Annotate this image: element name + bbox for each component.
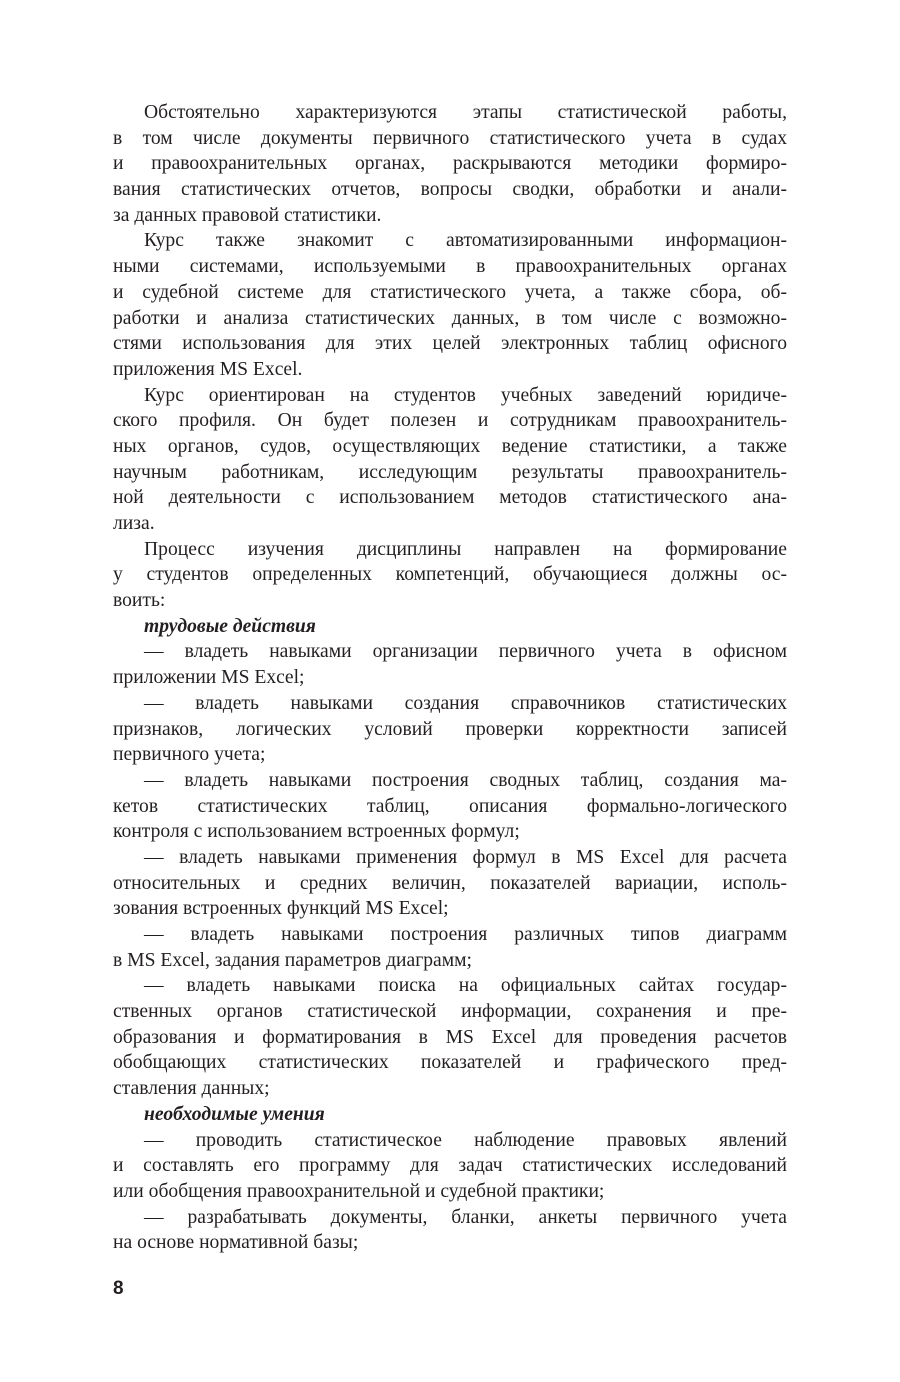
text-line: — владеть навыками применения формул в MS Excel для расчета	[144, 846, 787, 868]
text-line: — проводить статистическое наблюдение правовых явлений	[144, 1129, 787, 1151]
text-line: — владеть навыками построения сводных таблиц, создания ма-	[144, 769, 787, 791]
text-line: Обстоятельно характеризуются этапы статистической работы,	[144, 102, 787, 123]
text-line: и составлять его программу для задач статистических исследований	[113, 1155, 787, 1177]
text-line: обобщающих статистических показателей и графического пред-	[113, 1052, 787, 1074]
text-line: ственных органов статистической информации, сохранения и пре-	[113, 1001, 787, 1023]
text-line: — владеть навыками создания справочников статистических	[144, 692, 787, 714]
text-line: — владеть навыками поиска на официальных сайтах государ-	[144, 975, 787, 997]
text-line: ными системами, используемыми в правоохранительных органах	[113, 256, 787, 278]
text-line: — владеть навыками организации первичного учета в офисном	[144, 641, 787, 663]
text-line: в том числе документы первичного статистического учета в судах	[113, 127, 787, 149]
text-line: или обобщения правоохранительной и судебной практики;	[113, 1180, 605, 1202]
text-line: работки и анализа статистических данных, в том числе с возможно-	[113, 307, 787, 329]
text-line: образования и форматирования в MS Excel для проведения расчетов	[113, 1026, 787, 1048]
text-line: за данных правовой статистики.	[113, 204, 382, 226]
text-line: контроля с использованием встроенных формул;	[113, 821, 520, 843]
text-line: Процесс изучения дисциплины направлен на формирование	[144, 538, 787, 560]
text-line: приложении MS Excel;	[113, 667, 305, 689]
section-heading: необходимые умения	[144, 1103, 325, 1125]
text-line: вания статистических отчетов, вопросы сводки, обработки и анали-	[113, 179, 787, 201]
text-line: первичного учета;	[113, 744, 266, 766]
text-line: ского профиля. Он будет полезен и сотрудникам правоохранитель-	[113, 410, 787, 432]
body-text	[113, 100, 787, 1256]
text-line: кетов статистических таблиц, описания формально-логического	[113, 795, 787, 817]
text-line: и правоохранительных органах, раскрываются методики формиро-	[113, 153, 787, 175]
text-line: — разрабатывать документы, бланки, анкеты первичного учета	[144, 1206, 787, 1228]
text-line: Курс также знакомит с автоматизированными информацион-	[144, 230, 787, 252]
text-line: в MS Excel, задания параметров диаграмм;	[113, 949, 472, 971]
text-line: у студентов определенных компетенций, обучающиеся должны ос-	[113, 564, 787, 586]
text-line: приложения MS Excel.	[113, 358, 303, 380]
text-line: — владеть навыками построения различных типов диаграмм	[144, 924, 787, 945]
text-line: относительных и средних величин, показателей вариации, исполь-	[113, 872, 787, 894]
text-line: зования встроенных функций MS Excel;	[113, 898, 449, 920]
text-line: на основе нормативной базы;	[113, 1232, 359, 1254]
text-line: воить:	[113, 590, 166, 612]
section-heading: трудовые действия	[144, 615, 316, 637]
text-line: научным работникам, исследующим результаты правоохранитель-	[113, 461, 787, 483]
text-line: и судебной системе для статистического учета, а также сбора, об-	[113, 281, 787, 303]
text-line: ставления данных;	[113, 1078, 270, 1100]
text-line: признаков, логических условий проверки корректности записей	[113, 718, 787, 740]
text-line: ных органов, судов, осуществляющих ведение статистики, а также	[113, 435, 787, 457]
text-line: ной деятельности с использованием методов статистического ана-	[113, 487, 787, 509]
page-number: 8	[113, 1278, 124, 1299]
text-line: Курс ориентирован на студентов учебных заведений юридиче-	[144, 384, 787, 406]
text-line: лиза.	[113, 513, 155, 534]
text-line: стями использования для этих целей электронных таблиц офисного	[113, 333, 787, 355]
